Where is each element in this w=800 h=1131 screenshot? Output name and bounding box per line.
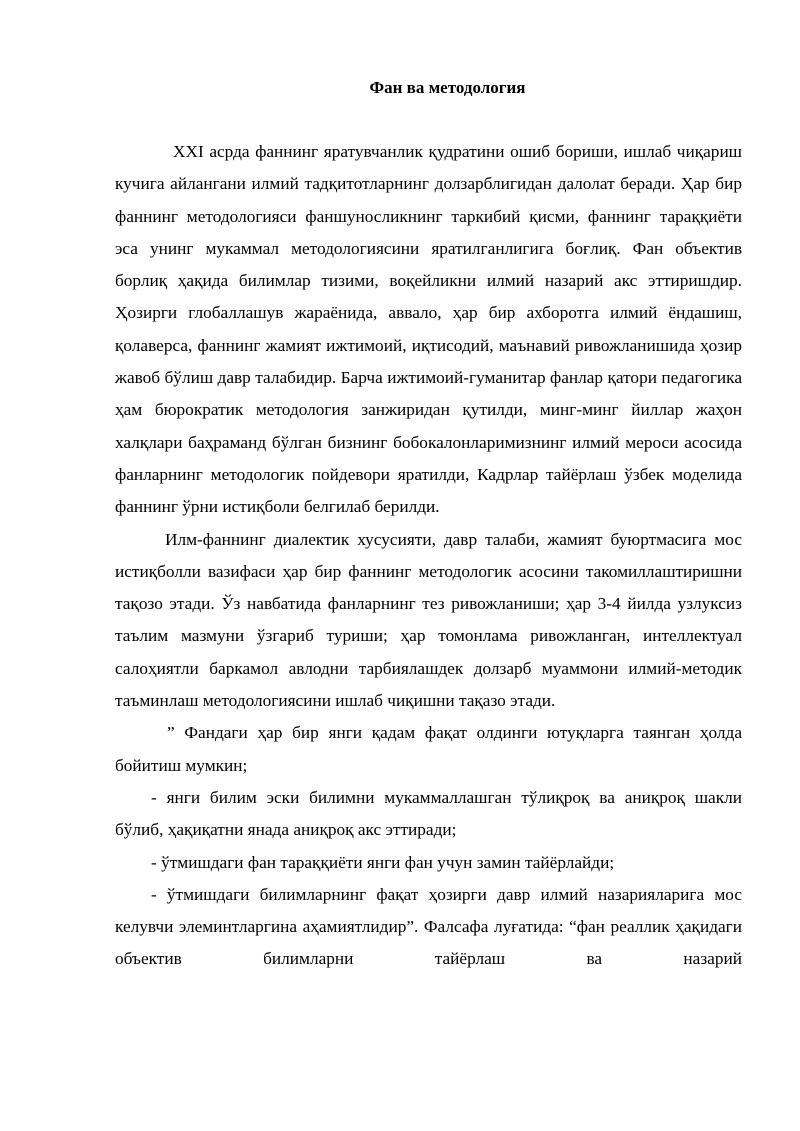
list-item: - ўтмишдаги билимларнинг фақат ҳозирги давр илмий назарияларига мос келувчи элеминтларгина аҳамиятлидир”. Фалсафа луғатида: “фан реаллик ҳақидаги объектив билимларни тайёрлаш ва назарий: [115, 884, 742, 969]
paragraph-dialectic: Илм-фаннинг диалектик хусусияти, давр талаби, жамият буюртмасига мос истиқболли вазифаси ҳар бир фаннинг методологик асосини такомиллаштиришни тақозо этади. Ўз навбатида фанларнинг тез ривожланиши; ҳар 3-4 йилда узлуксиз таълим мазмуни ўзгариб туриши; ҳар томонлама ривожланган, интеллектуал салоҳиятли баркамол авлодни тарбиялашдек долзарб муаммони илмий-методик таъминлаш методологиясини ишлаб чиқишни тақазо этади.: [115, 529, 742, 711]
paragraph-quote: ” Фандаги ҳар бир янги қадам фақат олдинги ютуқларга таянган ҳолда бойитиш мумкин;: [115, 723, 742, 775]
document-body: [115, 136, 742, 976]
paragraph-intro: XXI асрда фаннинг яратувчанлик қудратини ошиб бориши, ишлаб чиқариш кучига айлангани илмий тадқитотларнинг долзарблигидан далолат беради. Ҳар бир фаннинг методологияси фаншуносликнинг таркибий қисми, фаннинг тараққиёти эса унинг мукаммал методологиясини яратилганлигига боғлиқ. Фан объектив борлиқ ҳақида билимлар тизими, воқейликни илмий назарий акс эттиришдир. Ҳозирги глобаллашув жараёнида, аввало, ҳар бир ахборотга илмий ёндашиш, қолаверса, фаннинг жамият ижтимоий, иқтисодий, маънавий ривожланишида ҳозир жавоб бўлиш давр талабидир. Барча ижтимоий-гуманитар фанлар қатори педагогика ҳам бюрократик методология занжиридан қутилди, минг-минг йиллар жаҳон халқлари баҳраманд бўлган бизнинг бобокалонларимизнинг илмий мероси асосида фанларнинг методологик пойдевори яратилди, Кадрлар тайёрлаш ўзбек моделида фаннинг ўрни истиқболи белгилаб берилди.: [115, 142, 742, 517]
list-item: - янги билим эски билимни мукаммаллашган тўлиқроқ ва аниқроқ шакли бўлиб, ҳақиқатни янада аниқроқ акс эттиради;: [115, 787, 742, 840]
list-item: - ўтмишдаги фан тараққиёти янги фан учун замин тайёрлайди;: [151, 852, 615, 872]
page-title: Фан ва методология: [369, 78, 526, 97]
